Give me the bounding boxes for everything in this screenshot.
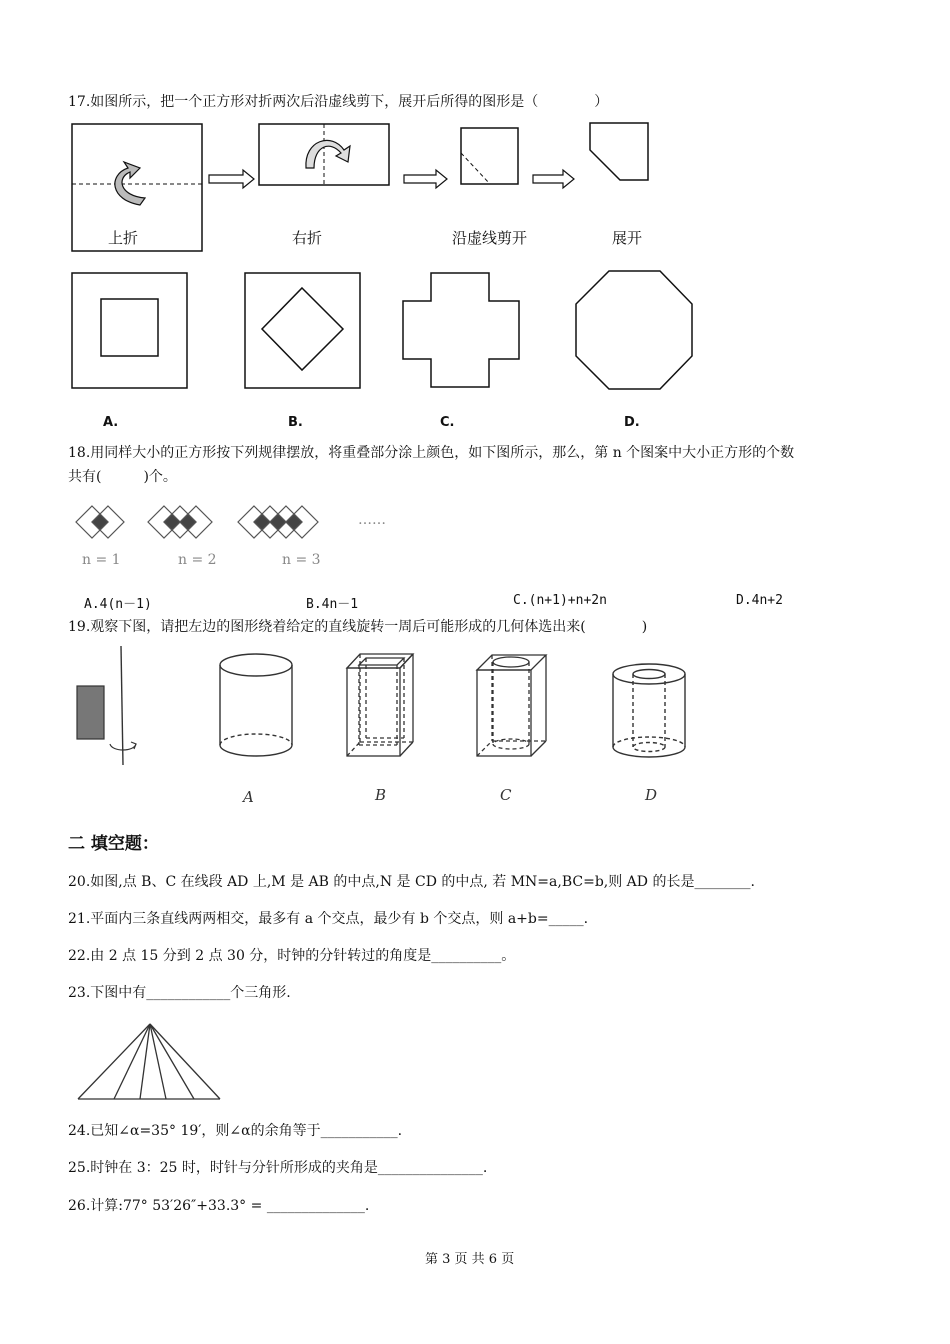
q18-pattern-label-3: n = 3 [282,552,321,568]
q17-option-b: B. [288,415,303,430]
q18-option-b: B.4n－1 [306,597,359,612]
q19-label-b: B [375,786,387,804]
q18-option-d: D.4n+2 [736,593,783,608]
q18-ellipsis: …… [358,512,386,528]
page-footer: 第 3 页 共 6 页 [425,1252,515,1267]
q18-text-line2: 共有( )个。 [68,469,177,485]
q17-step-2: 右折 [292,229,323,247]
q23-text: 23.下图中有____________个三角形. [68,985,291,1001]
q26-text: 26.计算:77° 53′26″+33.3° = ______________. [68,1198,370,1214]
q17-option-d: D. [624,415,640,430]
q18-pattern-label-1: n = 1 [82,552,121,568]
q24-text: 24.已知∠α=35° 19′，则∠α的余角等于___________. [68,1123,403,1139]
q17-option-c: C. [440,415,455,430]
q19-label-d: D [645,786,658,804]
q19-label-a: A [243,788,254,806]
section-title-fill-in: 二 填空题： [68,834,159,854]
q19-label-c: C [500,786,512,804]
q25-text: 25.时钟在 3：25 时，时针与分针所形成的夹角是_______________. [68,1160,488,1176]
q17-text: 17.如图所示，把一个正方形对折两次后沿虚线剪下，展开后所得的图形是（ ） [68,94,609,110]
q17-step-4: 展开 [612,229,643,247]
q17-option-a: A. [103,415,119,430]
q18-option-a: A.4(n－1) [84,597,152,612]
q18-text-line1: 18.用同样大小的正方形按下列规律摆放，将重叠部分涂上颜色，如下图所示，那么，第 n 个图案中大小正方形的个数 [68,445,795,461]
q18-option-c: C.(n+1)+n+2n [513,593,607,608]
q17-step-1: 上折 [108,229,139,247]
q22-text: 22.由 2 点 15 分到 2 点 30 分，时钟的分针转过的角度是__________。 [68,948,516,964]
q21-text: 21.平面内三条直线两两相交，最多有 a 个交点，最少有 b 个交点，则 a+b=_____. [68,911,589,927]
q20-text: 20.如图,点 B、C 在线段 AD 上,M 是 AB 的中点,N 是 CD 的中点, 若 MN=a,BC=b,则 AD 的长是________. [68,874,755,890]
q17-step-3: 沿虚线剪开 [452,229,528,247]
q18-pattern-label-2: n = 2 [178,552,217,568]
q19-text: 19.观察下图，请把左边的图形绕着给定的直线旋转一周后可能形成的几何体选出来( ) [68,619,648,635]
